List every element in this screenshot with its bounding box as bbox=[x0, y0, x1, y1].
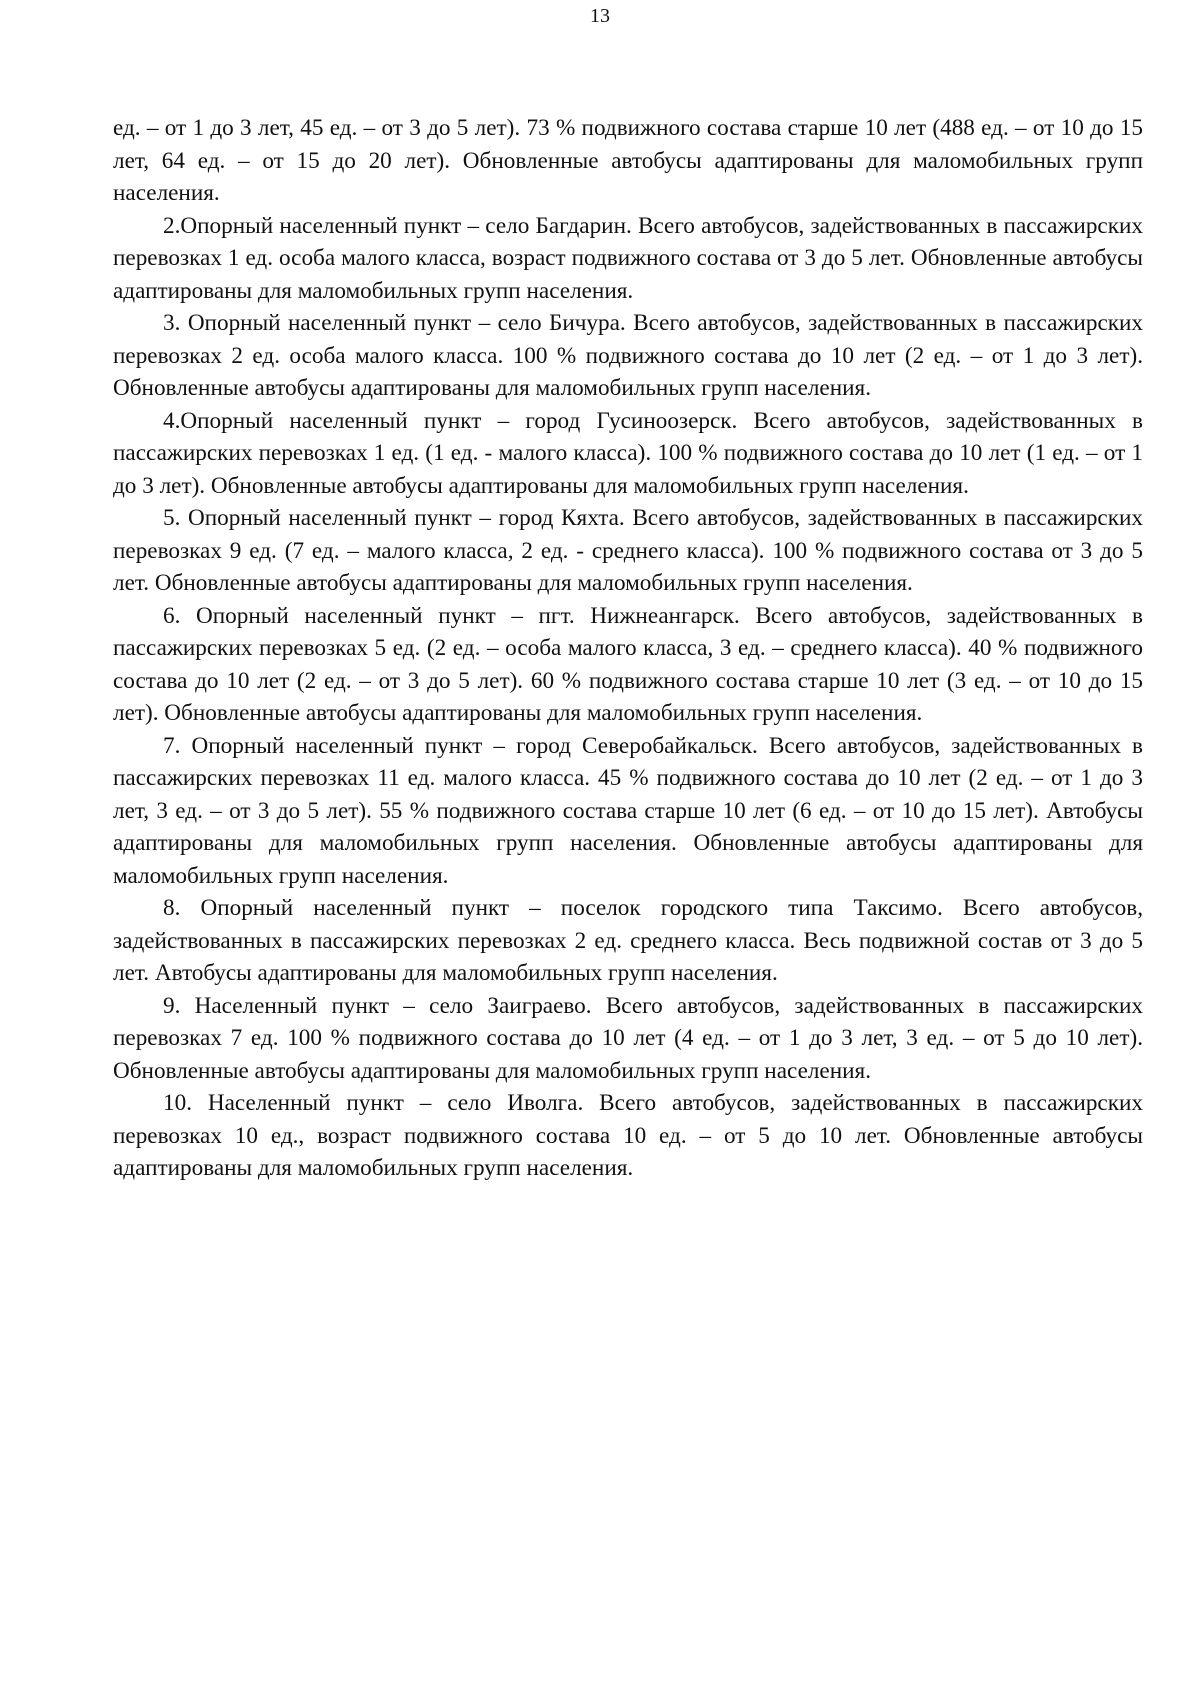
paragraph-nizhneangarsk: 6. Опорный населенный пункт – пгт. Нижнеангарск. Всего автобусов, задействованных в пассажирских перевозках 5 ед. (2 ед. – особа малого класса, 3 ед. – среднего класса). 40 % подвижного состава до 10 лет (2 ед. – от 3 до 5 лет). 60 % подвижного состава старше 10 лет (3 ед. – от 10 до 15 лет). Обновленные автобусы адаптированы для маломобильных групп населения. bbox=[113, 602, 1143, 726]
paragraph-taksimo: 8. Опорный населенный пункт – поселок городского типа Таксимо. Всего автобусов, задействованных в пассажирских перевозках 2 ед. среднего класса. Весь подвижной состав от 3 до 5 лет. Автобусы адаптированы для маломобильных групп населения. bbox=[113, 895, 1143, 986]
paragraph-severobaikalsk: 7. Опорный населенный пункт – город Северобайкальск. Всего автобусов, задействованных в пассажирских перевозках 11 ед. малого класса. 45 % подвижного состава до 10 лет (2 ед. – от 1 до 3 лет, 3 ед. – от 3 до 5 лет). 55 % подвижного состава старше 10 лет (6 ед. – от 10 до 15 лет). Автобусы адаптированы для маломобильных групп населения. Обновленные автобусы адаптированы для маломобильных групп населения. bbox=[113, 732, 1143, 889]
paragraph-ivolga: 10. Населенный пункт – село Иволга. Всего автобусов, задействованных в пассажирских перевозках 10 ед., возраст подвижного состава 10 ед. – от 5 до 10 лет. Обновленные автобусы адаптированы для маломобильных групп населения. bbox=[113, 1090, 1143, 1181]
paragraph-bagdarin: 2.Опорный населенный пункт – село Багдарин. Всего автобусов, задействованных в пассажирских перевозках 1 ед. особа малого класса, возраст подвижного состава от 3 до 5 лет. Обновленные автобусы адаптированы для маломобильных групп населения. bbox=[113, 212, 1143, 304]
page-number: 13 bbox=[590, 5, 610, 27]
paragraph-bichura: 3. Опорный населенный пункт – село Бичура. Всего автобусов, задействованных в пассажирских перевозках 2 ед. особа малого класса. 100 % подвижного состава до 10 лет (2 ед. – от 1 до 3 лет). Обновленные автобусы адаптированы для маломобильных групп населения. bbox=[113, 310, 1143, 401]
paragraph-continuation: ед. – от 1 до 3 лет, 45 ед. – от 3 до 5 лет). 73 % подвижного состава старше 10 лет (488 ед. – от 10 до 15 лет, 64 ед. – от 15 до 20 лет). Обновленные автобусы адаптированы для маломобильных групп населения. bbox=[113, 115, 1143, 206]
paragraph-kyakhta: 5. Опорный населенный пункт – город Кяхта. Всего автобусов, задействованных в пассажирских перевозках 9 ед. (7 ед. – малого класса, 2 ед. - среднего класса). 100 % подвижного состава от 3 до 5 лет. Обновленные автобусы адаптированы для маломобильных групп населения. bbox=[113, 505, 1143, 596]
document-body bbox=[113, 112, 1143, 1185]
paragraph-zaigraevo: 9. Населенный пункт – село Заиграево. Всего автобусов, задействованных в пассажирских перевозках 7 ед. 100 % подвижного состава до 10 лет (4 ед. – от 1 до 3 лет, 3 ед. – от 5 до 10 лет). Обновленные автобусы адаптированы для маломобильных групп населения. bbox=[113, 992, 1143, 1084]
paragraph-gusinoozersk: 4.Опорный населенный пункт – город Гусиноозерск. Всего автобусов, задействованных в пассажирских перевозках 1 ед. (1 ед. - малого класса). 100 % подвижного состава до 10 лет (1 ед. – от 1 до 3 лет). Обновленные автобусы адаптированы для маломобильных групп населения. bbox=[113, 407, 1143, 499]
